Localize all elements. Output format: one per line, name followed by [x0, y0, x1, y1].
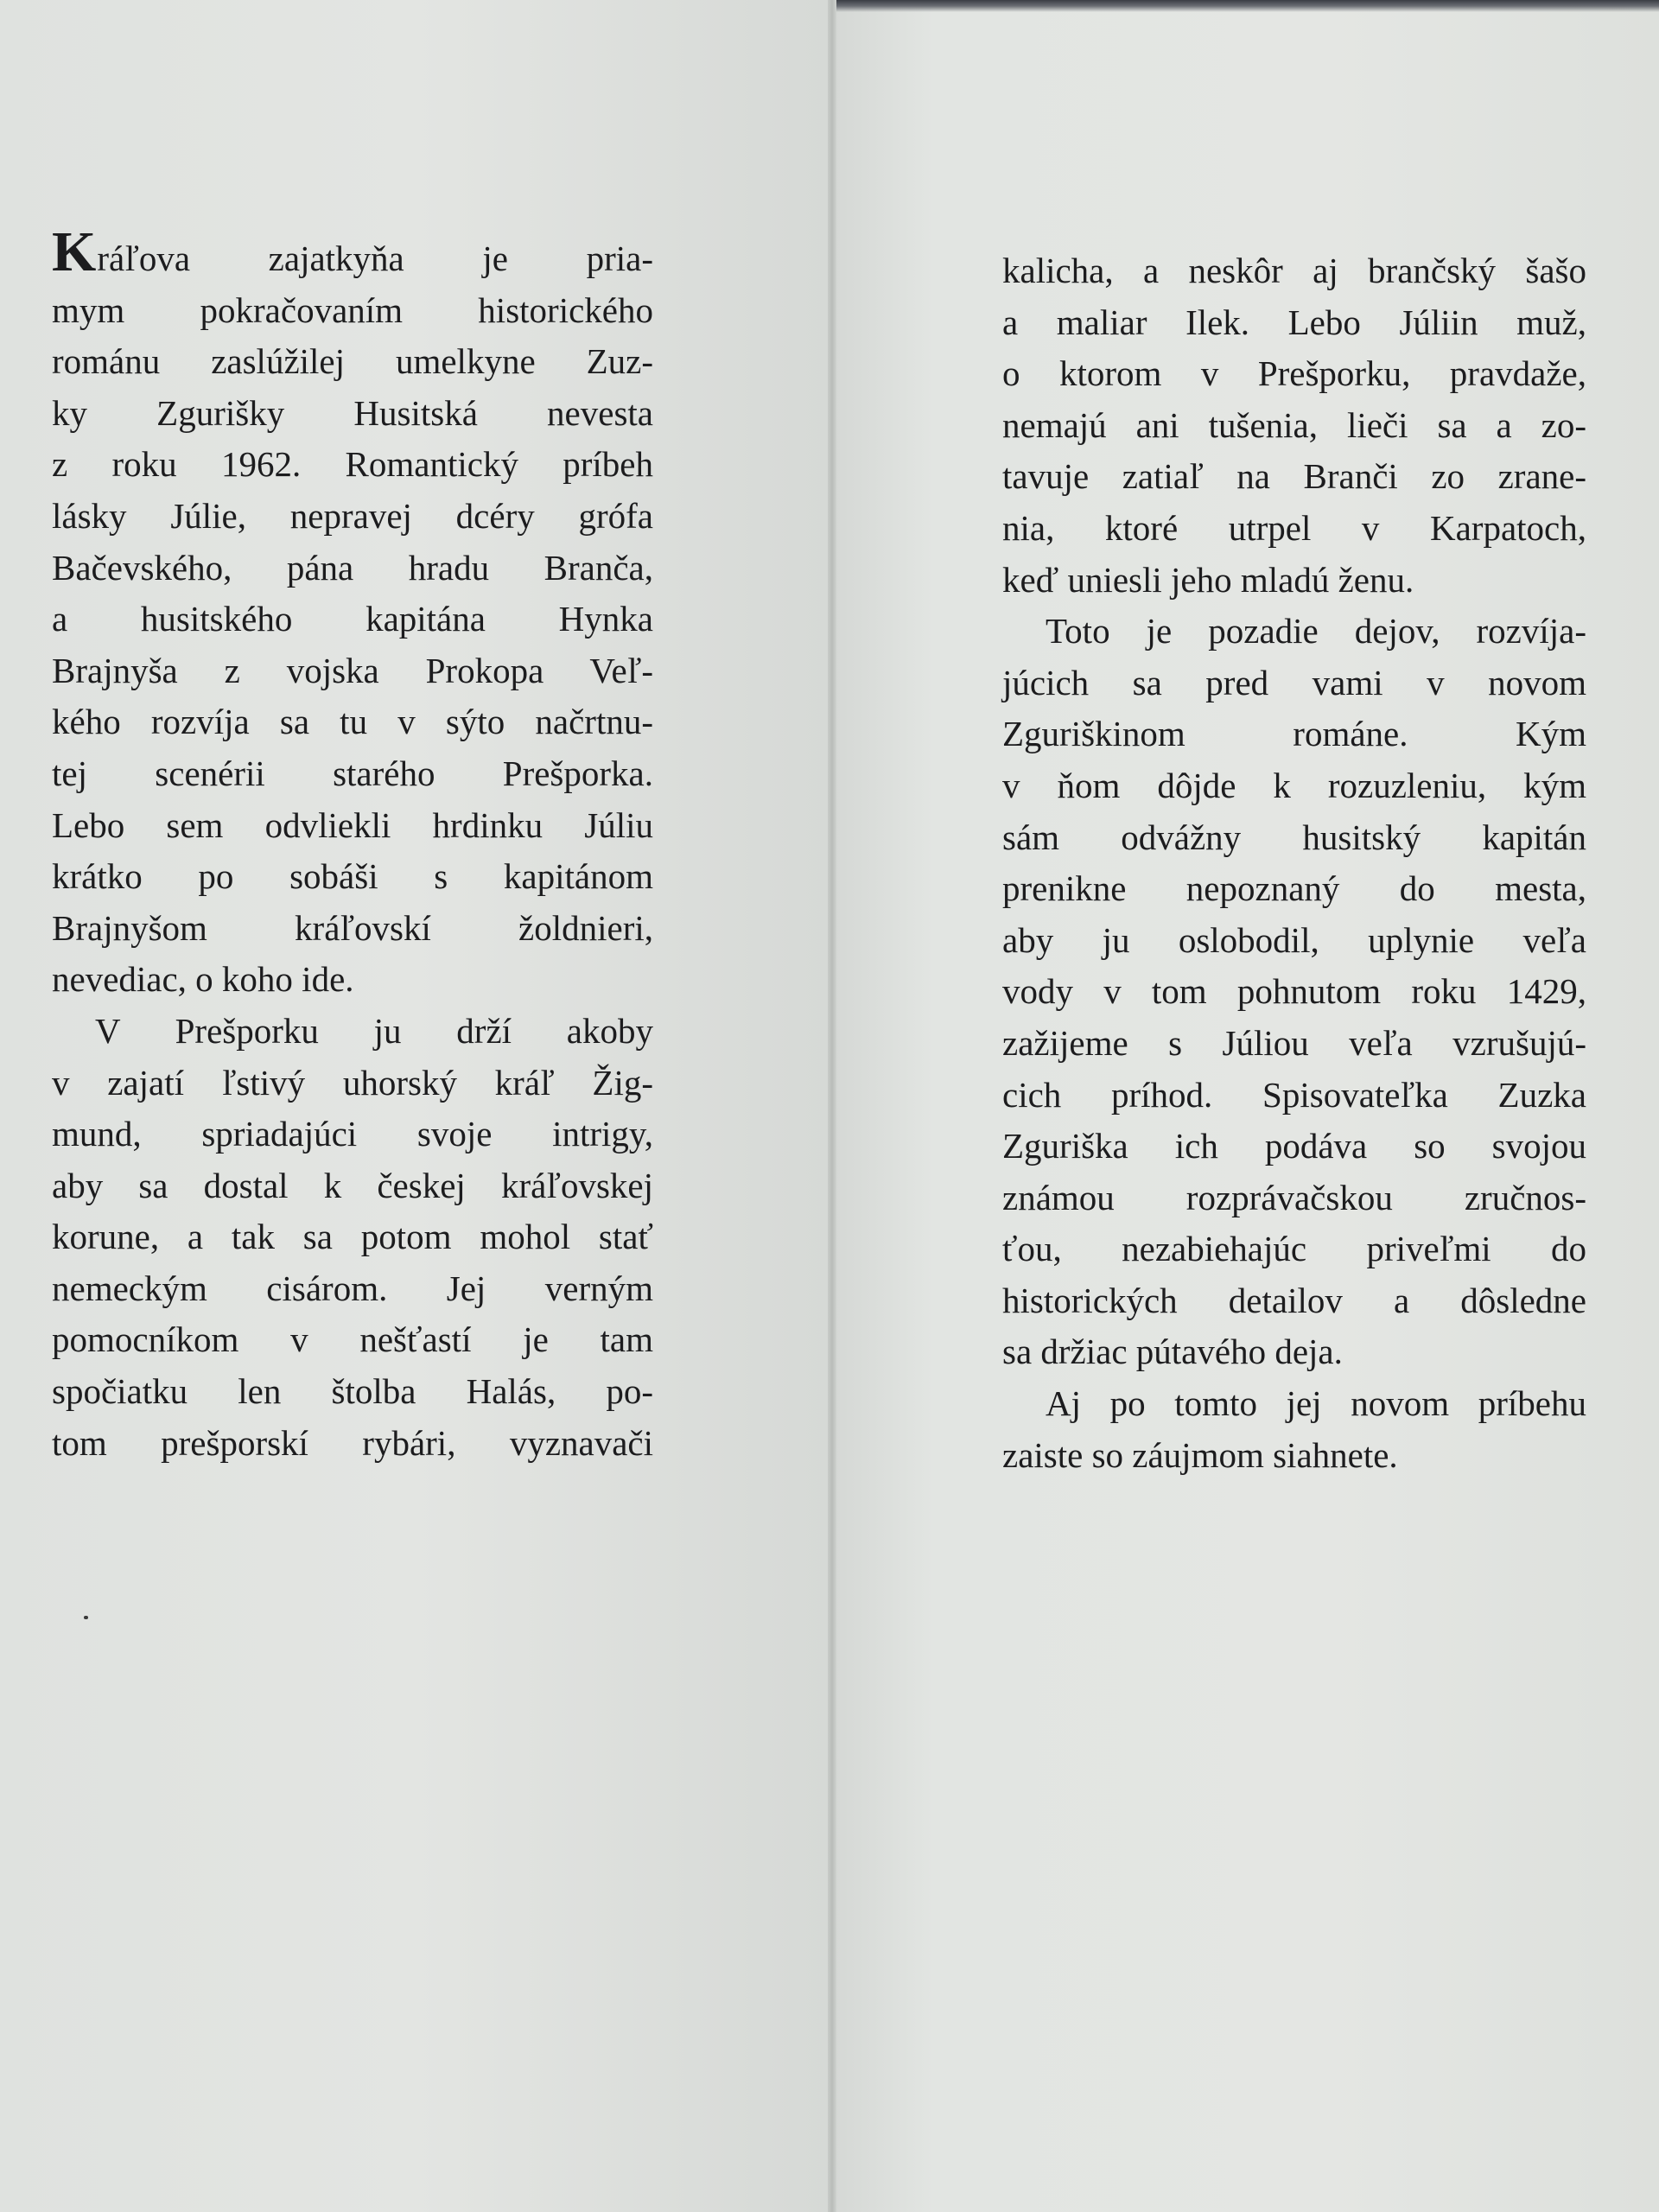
text-line: zažijeme s Júliou veľa vzrušujú-	[1002, 1022, 1586, 1063]
text-line: tej scenérii starého Prešporka.	[52, 753, 653, 793]
right-paragraph-2	[1002, 606, 1586, 1378]
book-gutter	[828, 0, 836, 2212]
text-line: nia, ktoré utrpel v Karpatoch,	[1002, 507, 1586, 548]
text-line: mym pokračovaním historického	[52, 289, 653, 330]
left-paragraph-1	[52, 220, 653, 1006]
right-paragraph-1	[1002, 245, 1586, 606]
text-line: ky Zgurišky Husitská nevesta	[52, 392, 653, 433]
text-line: cich príhod. Spisovateľka Zuzka	[1002, 1074, 1586, 1115]
text-line: Lebo sem odvliekli hrdinku Júliu	[52, 804, 653, 845]
text-line: v zajatí ľstivý uhorský kráľ Žig-	[52, 1062, 653, 1103]
text-line: Kráľova zajatkyňa je pria-	[52, 220, 653, 283]
text-line: kalicha, a neskôr aj brančský šašo	[1002, 251, 1586, 290]
text-line: Brajnyša z vojska Prokopa Veľ-	[52, 650, 653, 690]
text-line: sám odvážny husitský kapitán	[1002, 817, 1586, 857]
text-line: a husitského kapitána Hynka	[52, 599, 653, 639]
text-line: Zguriškinom románe. Kým	[1002, 714, 1586, 754]
text-line: Aj po tomto jej novom príbehu	[1046, 1383, 1586, 1424]
text-line: kého rozvíja sa tu v sýto načrtnu-	[52, 702, 653, 742]
text-line: aby sa dostal k českej kráľovskej	[52, 1165, 653, 1205]
text-line: ťou, nezabiehajúc priveľmi do	[1002, 1229, 1586, 1269]
left-paragraph-2	[52, 1006, 653, 1469]
text-line: a maliar Ilek. Lebo Júliin muž,	[1002, 302, 1586, 342]
text-line: vody v tom pohnutom roku 1429,	[1002, 971, 1586, 1012]
text-line: pomocníkom v nešťastí je tam	[52, 1319, 653, 1360]
top-edge-shadow	[836, 0, 1659, 12]
text-line: románu zaslúžilej umelkyne Zuz-	[52, 341, 653, 382]
text-line: Toto je pozadie dejov, rozvíja-	[1046, 611, 1586, 652]
text-line: Bačevského, pána hradu Branča,	[52, 547, 653, 588]
right-paragraph-3	[1002, 1378, 1586, 1481]
text-line: korune, a tak sa potom mohol stať	[52, 1217, 653, 1257]
drop-cap: K	[52, 220, 98, 283]
text-line: sa držiac pútavého deja.	[1002, 1332, 1343, 1372]
text-line: známou rozprávačskou zručnos-	[1002, 1177, 1586, 1217]
text-line: v ňom dôjde k rozuzleniu, kým	[1002, 765, 1586, 805]
paper-speck	[84, 1616, 88, 1619]
right-column	[1002, 245, 1586, 1481]
left-column	[52, 220, 653, 1469]
text-line: nevediac, o koho ide.	[52, 959, 354, 1000]
text-line: krátko po sobáši s kapitánom	[52, 856, 653, 897]
text-line: Zguriška ich podáva so svojou	[1002, 1126, 1586, 1166]
text-line: spočiatku len štolba Halás, po-	[52, 1371, 653, 1412]
text-line: Brajnyšom kráľovskí žoldnieri,	[52, 907, 653, 948]
text-line: historických detailov a dôsledne	[1002, 1280, 1586, 1320]
text-line: prenikne nepoznaný do mesta,	[1002, 868, 1586, 909]
text-line: keď uniesli jeho mladú ženu.	[1002, 559, 1414, 600]
text-line: zaiste so záujmom siahnete.	[1002, 1434, 1398, 1475]
text-line: mund, spriadajúci svoje intrigy,	[52, 1114, 653, 1154]
text-line: V Prešporku ju drží akoby	[95, 1010, 653, 1051]
text-line: nemajú ani tušenia, lieči sa a zo-	[1002, 404, 1586, 445]
text-line: lásky Júlie, nepravej dcéry grófa	[52, 495, 653, 536]
text-line: z roku 1962. Romantický príbeh	[52, 444, 653, 485]
text-line: o ktorom v Prešporku, pravdaže,	[1002, 353, 1586, 394]
text-line: tom prešporskí rybári, vyznavači	[52, 1422, 653, 1463]
text-line: nemeckým cisárom. Jej verným	[52, 1268, 653, 1308]
text-line: tavuje zatiaľ na Branči zo zrane-	[1002, 456, 1586, 497]
text-line: aby ju oslobodil, uplynie veľa	[1002, 919, 1586, 960]
text-line: júcich sa pred vami v novom	[1002, 662, 1586, 702]
